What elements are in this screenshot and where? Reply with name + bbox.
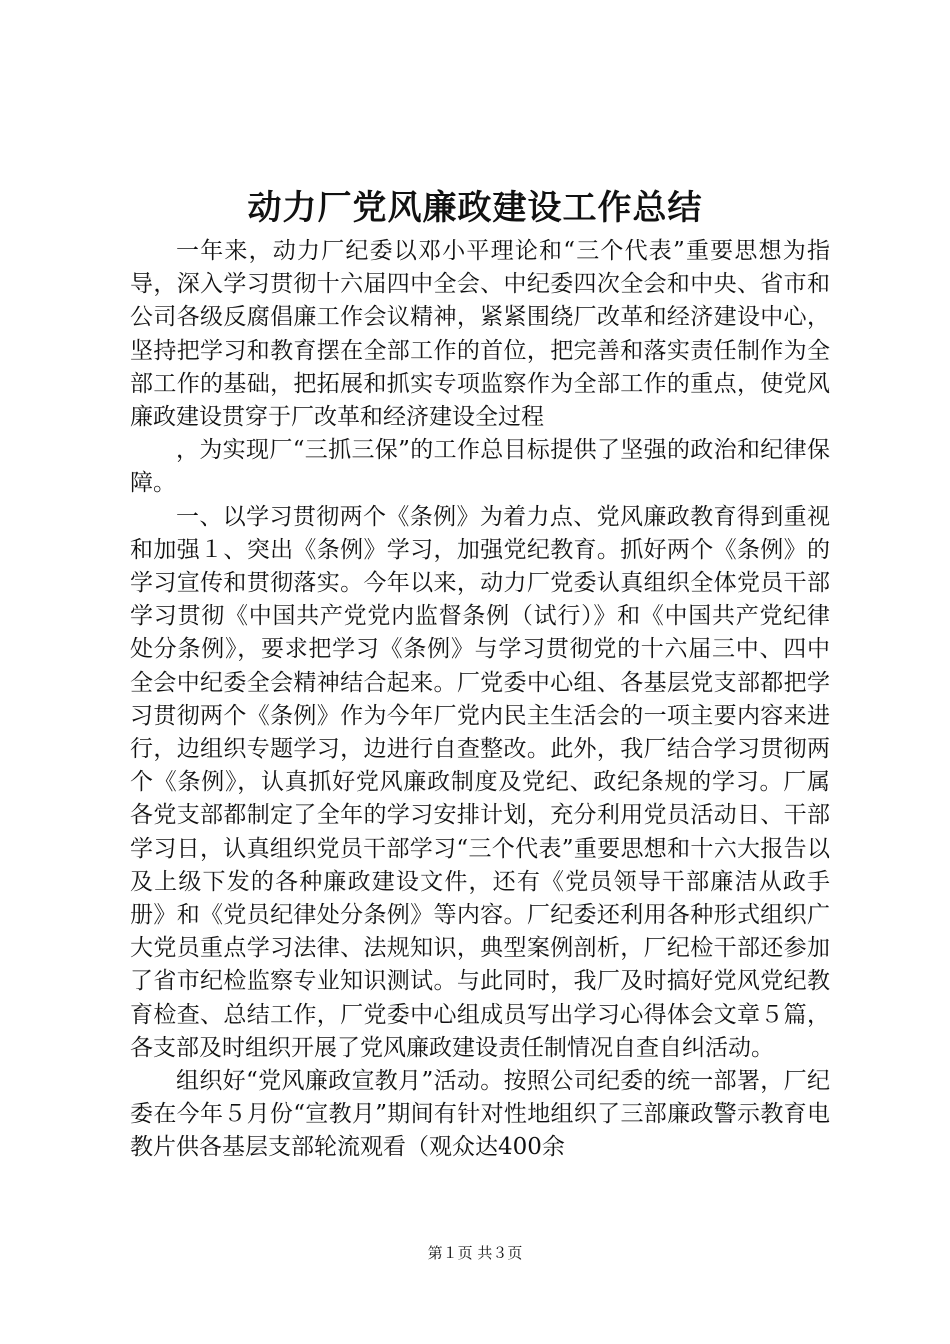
paragraph-goal: ，为实现厂“三抓三保”的工作总目标提供了坚强的政治和纪律保障。 [130,437,830,497]
document-title: 动力厂党风廉政建设工作总结 [247,188,703,228]
page-footer: 第１页 共３页 [427,1244,523,1262]
paragraph-section-one: 一、以学习贯彻两个《条例》为着力点、党风廉政教育得到重视和加强１、突出《条例》学习，加强党纪教育。抓好两个《条例》的学习宣传和贯彻落实。今年以来，动力厂党委认真组织全体党员干部学习贯彻《中国共产党党内监督条例（试行）》和《中国共产党纪律处分条例》，要求把学习《条例》与学习贯彻党的十六届三中、四中全会中纪委全会精神结合起来。厂党委中心组、各基层党支部都把学习贯彻两个《条例》作为今年厂党内民主生活会的一项主要内容来进行，边组织专题学习，边进行自查整改。此外，我厂结合学习贯彻两个《条例》，认真抓好党风廉政制度及党纪、政纪条规的学习。厂属各党支部都制定了全年的学习安排计划，充分利用党员活动日、干部学习日，认真组织党员干部学习“三个代表”重要思想和十六大报告以及上级下发的各种廉政建设文件，还有《党员领导干部廉洁从政手册》和《党员纪律处分条例》等内容。厂纪委还利用各种形式组织广大党员重点学习法律、法规知识，典型案例剖析，厂纪检干部还参加了省市纪检监察专业知识测试。与此同时，我厂及时搞好党风党纪教育检查、总结工作，厂党委中心组成员写出学习心得体会文章５篇，各支部及时组织开展了党风廉政建设责任制情况自查自纠活动。 [130,503,830,1061]
paragraph-education-month: 组织好“党风廉政宣教月”活动。按照公司纪委的统一部署，厂纪委在今年５月份“宣教月”期间有针对性地组织了三部廉政警示教育电教片供各基层支部轮流观看（观众达400余 [130,1068,830,1161]
paragraph-intro: 一年来，动力厂纪委以邓小平理论和“三个代表”重要思想为指导，深入学习贯彻十六届四中全会、中纪委四次全会和中央、省市和公司各级反腐倡廉工作会议精神，紧紧围绕厂改革和经济建设中心，坚持把学习和教育摆在全部工作的首位，把完善和落实责任制作为全部工作的基础，把拓展和抓实专项监察作为全部工作的重点，使党风廉政建设贯穿于厂改革和经济建设全过程 [130,238,830,431]
document-body [130,235,830,1165]
